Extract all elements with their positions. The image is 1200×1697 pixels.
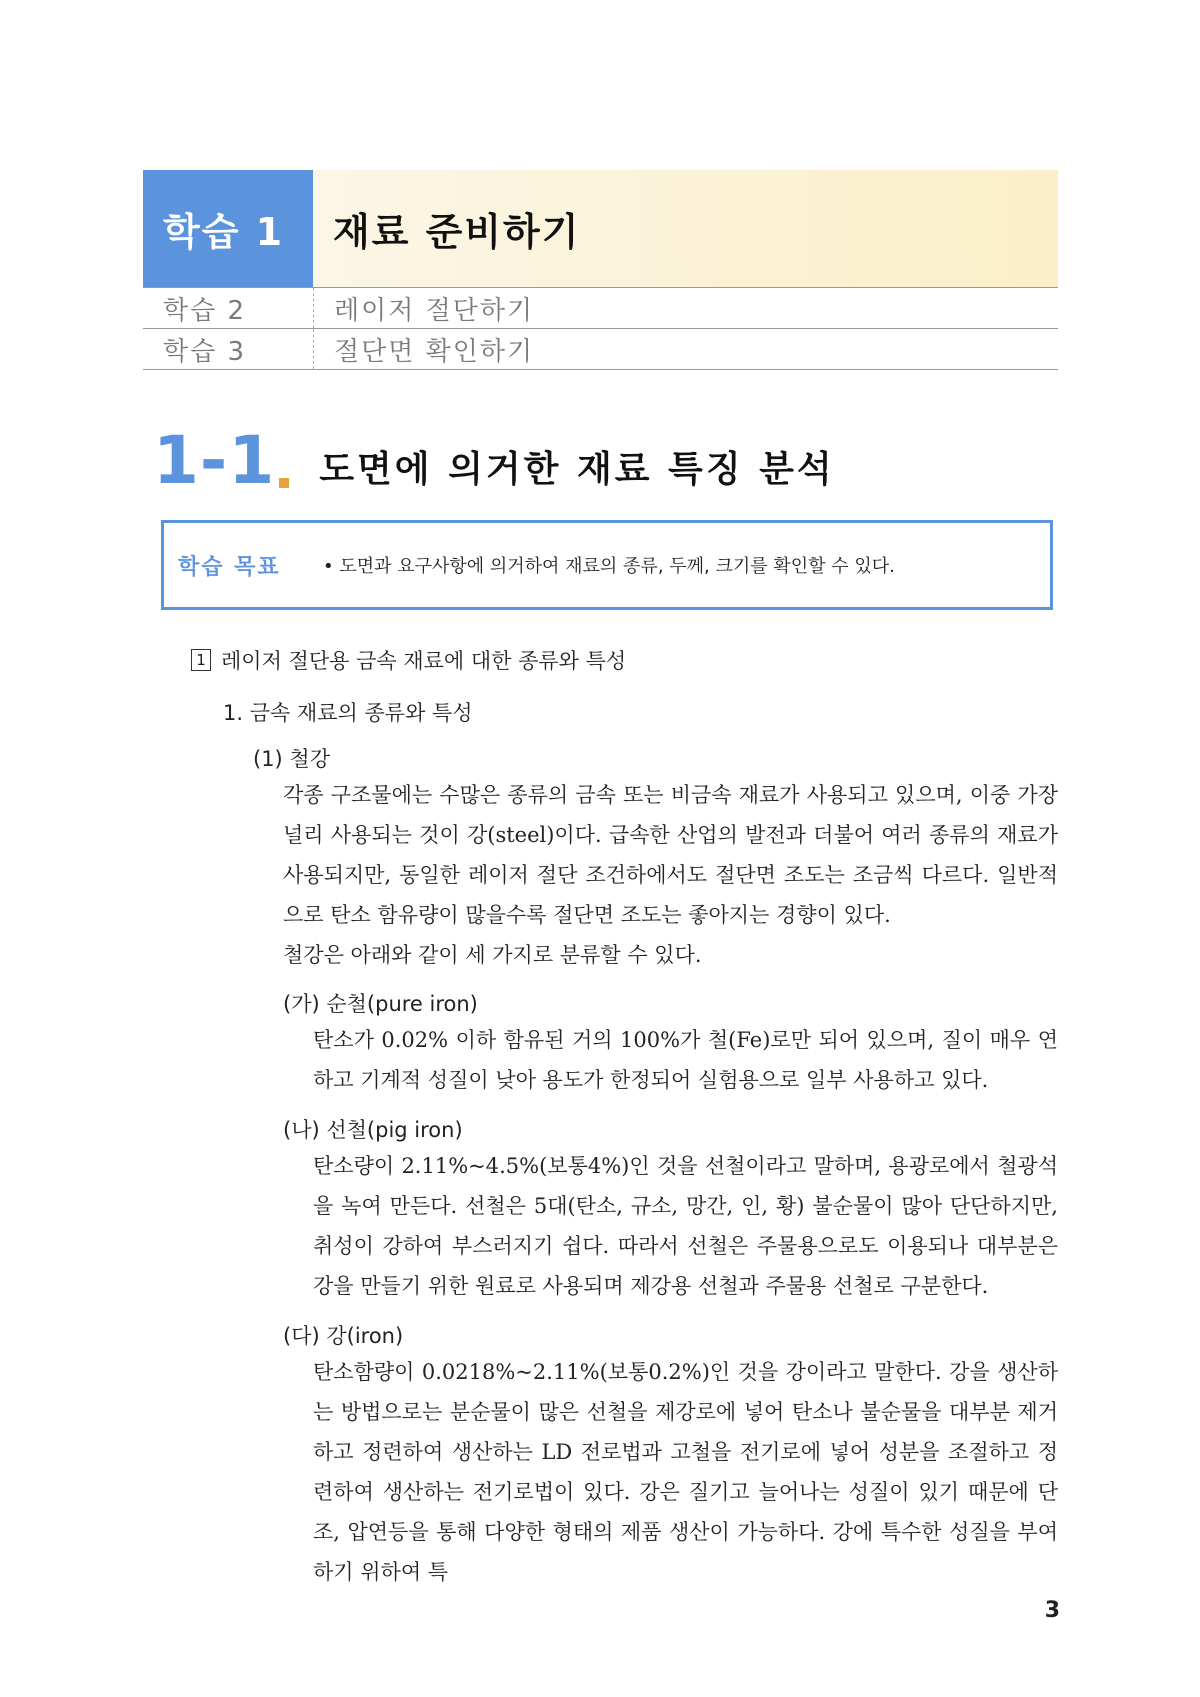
steel-paragraph-2: 철강은 아래와 같이 세 가지로 분류할 수 있다. xyxy=(283,943,702,967)
item-a-paragraph: 탄소가 0.02% 이하 함유된 거의 100%가 철(Fe)로만 되어 있으며, 질이 매우 연하고 기계적 성질이 낮아 용도가 한정되어 실험용으로 일부 사용하고 있다. xyxy=(313,1028,1058,1092)
section-number: 1-1 xyxy=(153,422,276,499)
page-number: 3 xyxy=(1044,1598,1060,1623)
current-learning-row xyxy=(143,170,1058,287)
sub-heading: 1. 금속 재료의 종류와 특성 xyxy=(223,701,473,725)
item-c-paragraph: 탄소함량이 0.0218%~2.11%(보통0.2%)인 것을 강이라고 말한다. 강을 생산하는 방법으로는 분순물이 많은 선철을 제강로에 넣어 탄소나 불순물을 대부분 제거하고 정련하여 생산하는 LD 전로법과 고철을 전기로에 넣어 성분을 조절하고 정련하여 생산하는 전기로법이 있다. 강은 질기고 늘어나는 성질이 있기 때문에 단조, 압연등을 통해 다양한 형태의 제품 생산이 가능하다. 강에 특수한 성질을 부여하기 위하여 특 xyxy=(313,1360,1058,1584)
boxed-number: 1 xyxy=(191,649,211,671)
section-title: 도면에 의거한 재료 특징 분석 xyxy=(319,449,835,490)
learning-goal-box xyxy=(161,520,1053,610)
content-heading xyxy=(191,645,626,675)
learning-goal-label: 학습 목표 xyxy=(178,554,281,580)
item-b-heading: (나) 선철(pig iron) xyxy=(283,1118,463,1142)
section-heading xyxy=(153,422,835,499)
item-b-paragraph: 탄소량이 2.11%~4.5%(보통4%)인 것을 선철이라고 말하며, 용광로에서 철광석을 녹여 만든다. 선철은 5대(탄소, 규소, 망간, 인, 황) 불순물이 많아 단단하지만, 취성이 강하여 부스러지기 쉽다. 따라서 선철은 주물용으로도 이용되나 대부분은 강을 만들기 위한 원료로 사용되며 제강용 선철과 주물용 선철로 구분한다. xyxy=(313,1154,1058,1298)
item-a-heading: (가) 순철(pure iron) xyxy=(283,992,478,1016)
item-c-heading: (다) 강(iron) xyxy=(283,1324,404,1348)
learning-unit-table xyxy=(143,170,1058,370)
steel-heading: (1) 철강 xyxy=(253,747,330,771)
learning-number: 학습 2 xyxy=(163,295,247,326)
learning-goal-text: • 도면과 요구사항에 의거하여 재료의 종류, 두께, 크기를 확인할 수 있다. xyxy=(323,556,895,577)
current-learning-title: 재료 준비하기 xyxy=(313,170,1058,287)
section-dot-marker xyxy=(279,478,289,488)
learning-title: 레이저 절단하기 xyxy=(313,288,1058,328)
learning-number: 학습 3 xyxy=(163,336,247,367)
learning-row xyxy=(143,287,1058,329)
content-heading-text: 레이저 절단용 금속 재료에 대한 종류와 특성 xyxy=(221,649,627,673)
learning-row xyxy=(143,329,1058,370)
current-learning-number: 학습 1 xyxy=(143,170,313,287)
steel-paragraph: 각종 구조물에는 수많은 종류의 금속 또는 비금속 재료가 사용되고 있으며, 이중 가장 널리 사용되는 것이 강(steel)이다. 급속한 산업의 발전과 더불어 여러 종류의 재료가 사용되지만, 동일한 레이저 절단 조건하에서도 절단면 조도는 조금씩 다르다. 일반적으로 탄소 함유량이 많을수록 절단면 조도는 좋아지는 경향이 있다. xyxy=(283,783,1058,927)
learning-title: 절단면 확인하기 xyxy=(313,329,1058,369)
